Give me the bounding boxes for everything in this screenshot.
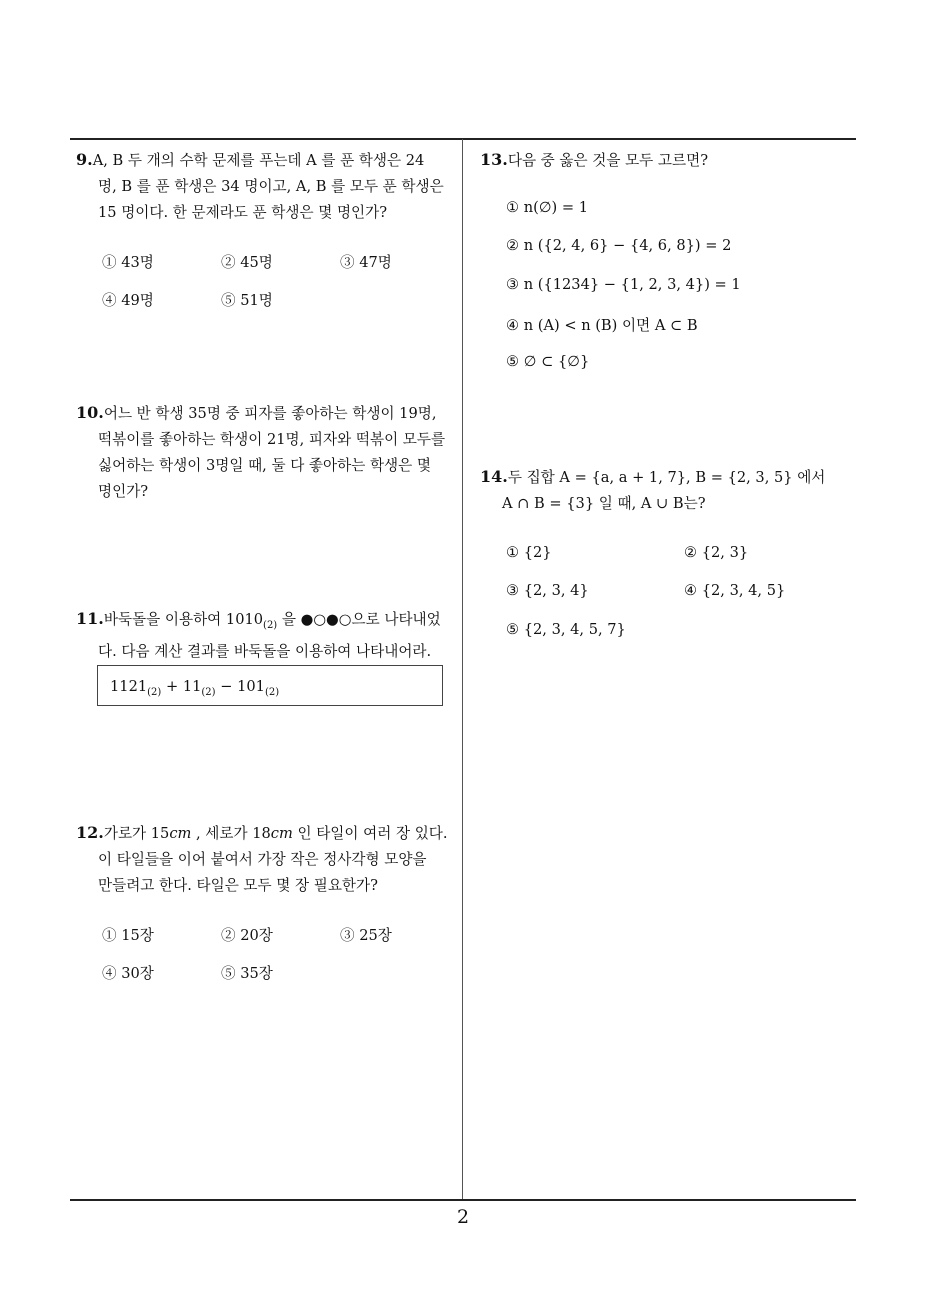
question-text: 어느 반 학생 35명 중 피자를 좋아하는 학생이 19명,: [103, 405, 437, 422]
question-text-line: 명인가?: [98, 483, 149, 500]
choice-1[interactable]: ① 43명: [102, 254, 154, 271]
question-text: 바둑돌을 이용하여 $1010_{(2)}$ 을 ●○●○으로 나타내었: [103, 611, 441, 631]
question-text: 다음 중 옳은 것을 모두 고르면?: [507, 152, 709, 169]
question-text-line: 이 타일들을 이어 붙여서 가장 작은 정사각형 모양을: [98, 851, 427, 868]
question-11: [76, 606, 456, 665]
choice-4[interactable]: ④ n (A) < n (B) 이면 A ⊂ B: [506, 317, 698, 334]
question-text-line: 명, B 를 푼 학생은 34 명이고, A, B 를 모두 푼 학생은: [98, 178, 444, 195]
question-text: 두 집합 A = {a, a + 1, 7}, B = {2, 3, 5} 에서: [507, 469, 826, 486]
expression-box: $1121_{(2)} + 11_{(2)} - 101_{(2)}$: [97, 665, 443, 706]
choice-1[interactable]: ① n(∅) = 1: [506, 199, 589, 216]
question-number: 11.: [76, 609, 104, 628]
question-9: [76, 147, 456, 226]
bottom-rule: [70, 1199, 856, 1201]
choice-5[interactable]: ⑤ ∅ ⊂ {∅}: [506, 353, 590, 370]
choice-2[interactable]: ② n ({2, 4, 6} − {4, 6, 8}) = 2: [506, 237, 732, 254]
choice-3[interactable]: ③ 25장: [340, 927, 392, 944]
choice-4[interactable]: ④ 30장: [102, 965, 154, 982]
question-number: 9.: [76, 150, 93, 169]
choice-5[interactable]: ⑤ 35장: [221, 965, 273, 982]
question-13: [480, 147, 860, 174]
question-text-line: 15 명이다. 한 문제라도 푼 학생은 몇 명인가?: [98, 204, 388, 221]
question-text-line: 싫어하는 학생이 3명일 때, 둘 다 좋아하는 학생은 몇: [98, 457, 431, 474]
choice-1[interactable]: ① {2}: [506, 544, 552, 561]
top-rule: [70, 138, 856, 140]
choice-5[interactable]: ⑤ 51명: [221, 292, 273, 309]
choice-3[interactable]: ③ {2, 3, 4}: [506, 582, 589, 599]
question-text: 가로가 15cm , 세로가 18cm 인 타일이 여러 장 있다.: [103, 825, 448, 842]
choice-3[interactable]: ③ 47명: [340, 254, 392, 271]
question-text-line: A ∩ B = {3} 일 때, A ∪ B는?: [502, 495, 706, 512]
question-number: 13.: [480, 150, 508, 169]
question-text-line: 다. 다음 계산 결과를 바둑돌을 이용하여 나타내어라.: [98, 642, 432, 660]
question-text: A, B 두 개의 수학 문제를 푸는데 A 를 푼 학생은 24: [92, 152, 425, 169]
choice-5[interactable]: ⑤ {2, 3, 4, 5, 7}: [506, 621, 626, 638]
question-number: 10.: [76, 403, 104, 422]
question-text-line: 만들려고 한다. 타일은 모두 몇 장 필요한가?: [98, 877, 378, 894]
choice-3[interactable]: ③ n ({1234} − {1, 2, 3, 4}) = 1: [506, 276, 741, 293]
choice-4[interactable]: ④ {2, 3, 4, 5}: [684, 582, 786, 599]
question-12: [76, 820, 456, 899]
question-number: 12.: [76, 823, 104, 842]
choice-4[interactable]: ④ 49명: [102, 292, 154, 309]
column-divider: [462, 139, 463, 1200]
question-number: 14.: [480, 467, 508, 486]
page-number: 2: [456, 1206, 470, 1228]
choice-2[interactable]: ② 45명: [221, 254, 273, 271]
question-14: [480, 464, 860, 517]
choice-2[interactable]: ② 20장: [221, 927, 273, 944]
question-text-line: 떡볶이를 좋아하는 학생이 21명, 피자와 떡볶이 모두를: [98, 431, 446, 448]
choice-1[interactable]: ① 15장: [102, 927, 154, 944]
question-10: [76, 400, 456, 505]
choice-2[interactable]: ② {2, 3}: [684, 544, 749, 561]
